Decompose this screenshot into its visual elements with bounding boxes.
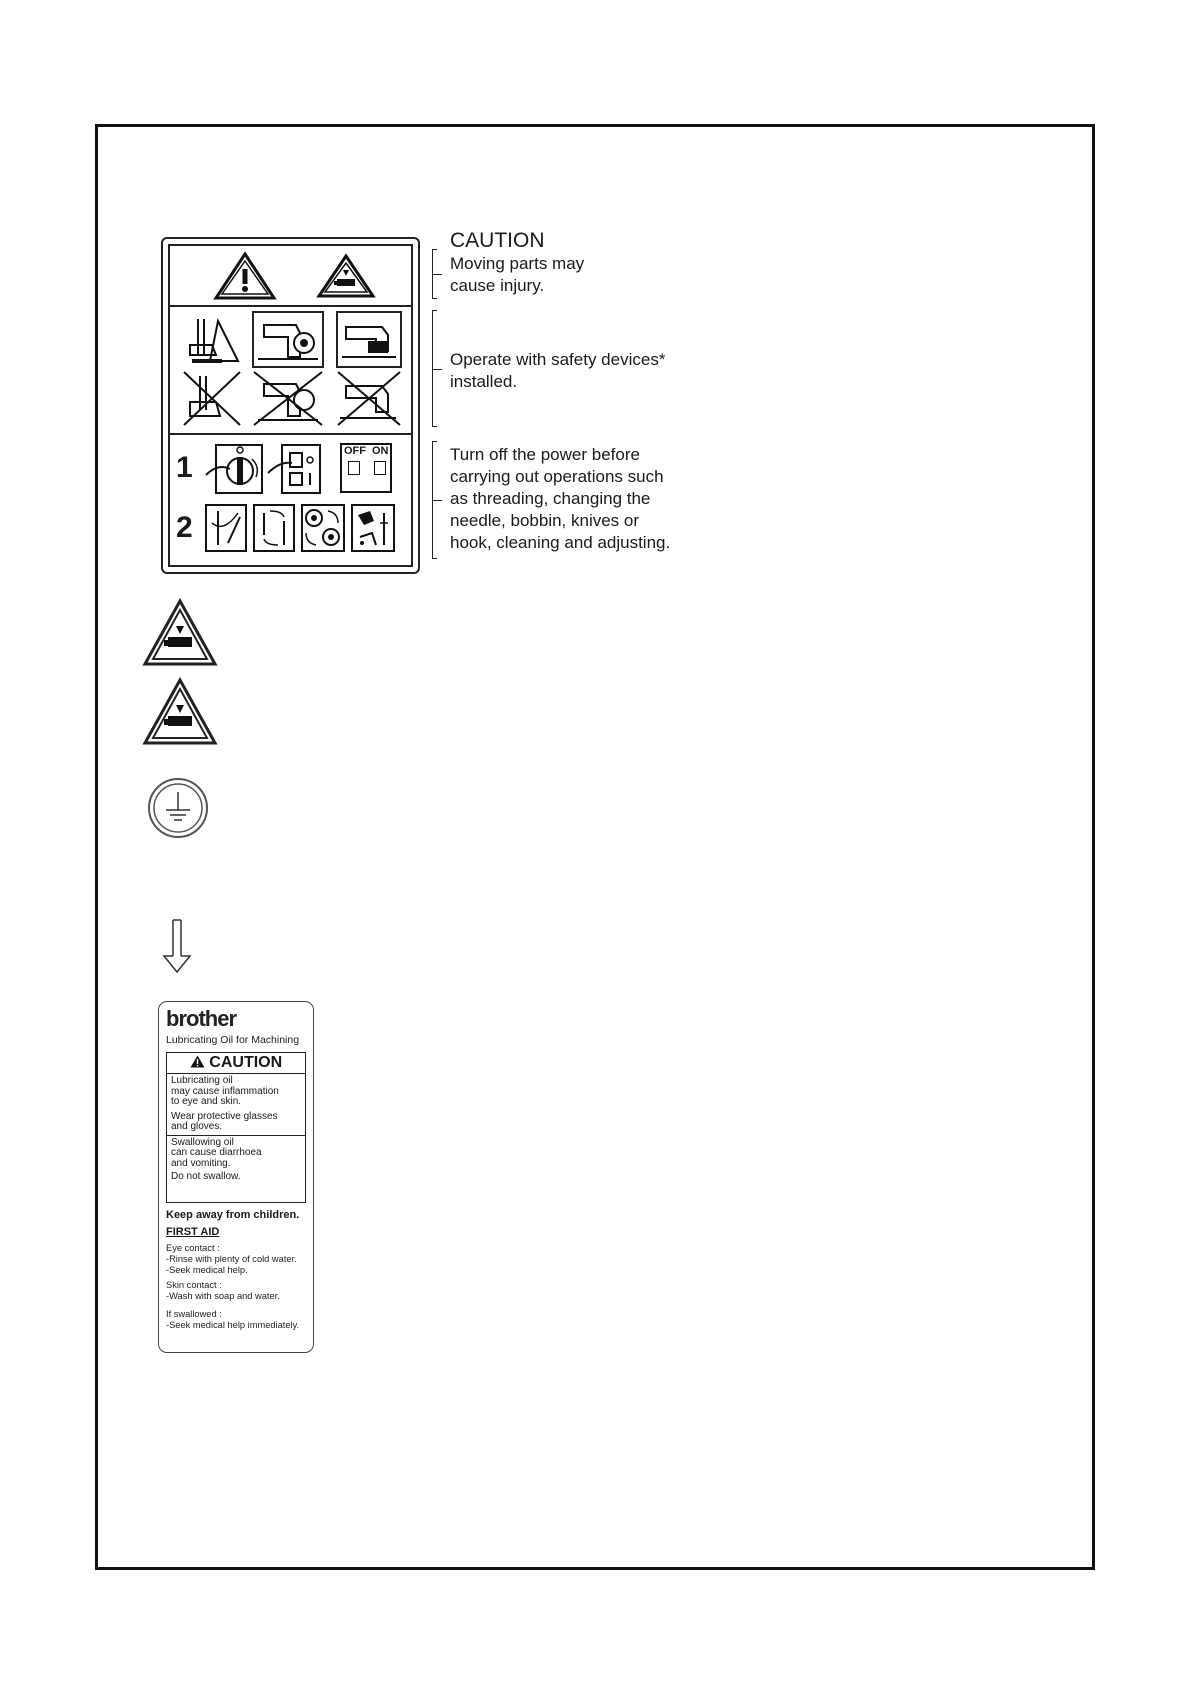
push-switch-icon: [266, 441, 324, 497]
caution-line-1: Moving parts may: [450, 254, 585, 273]
text-line: Wear protective glasses: [171, 1110, 278, 1122]
label-warning-row: [170, 246, 411, 307]
power-line-5: hook, cleaning and adjusting.: [450, 533, 671, 552]
step-number-2: 2: [176, 511, 193, 544]
text-line: Skin contact :: [166, 1280, 222, 1290]
power-line-3: as threading, changing the: [450, 489, 651, 508]
bobbin-change-icon: [300, 503, 346, 553]
oil-caution-box: [166, 1052, 306, 1203]
hand-hazard-triangle-icon: [142, 677, 218, 747]
caution-line-2: cause injury.: [450, 276, 545, 295]
belt-cover-prohibited-pictogram: [252, 370, 324, 427]
down-arrow-icon: [160, 918, 194, 976]
oil-warning-eye-skin: [167, 1074, 305, 1136]
machine-eye-guard-pictogram: [336, 311, 402, 368]
text-line: Lubricating oil: [171, 1075, 233, 1086]
text-line: -Seek medical help.: [166, 1265, 248, 1275]
safety-line-2: installed.: [450, 372, 518, 391]
caution-bracket: [432, 249, 437, 299]
text-line: -Wash with soap and water.: [166, 1291, 280, 1301]
text-line: If swallowed :: [166, 1309, 222, 1319]
text-line: -Seek medical help immediately.: [166, 1320, 300, 1330]
power-line-4: needle, bobbin, knives or: [450, 511, 640, 530]
first-aid-heading: FIRST AID: [166, 1226, 220, 1238]
swallowed-instructions: [166, 1309, 299, 1331]
oil-subtitle: Lubricating Oil for Machining: [166, 1034, 300, 1046]
threading-icon: [204, 503, 248, 553]
skin-contact-instructions: [166, 1280, 280, 1302]
text-line: can cause diarrhoea: [171, 1147, 262, 1158]
oil-caution-heading: [167, 1053, 305, 1074]
safety-line-1: Operate with safety devices*: [450, 350, 666, 369]
power-line-1: Turn off the power before: [450, 445, 640, 464]
step-number-1: 1: [176, 451, 193, 484]
oil-warning-swallowing: [167, 1136, 305, 1185]
text-line: -Rinse with plenty of cold water.: [166, 1254, 297, 1264]
text-line: and gloves.: [171, 1121, 223, 1132]
switch-off-text: OFF: [344, 445, 366, 457]
hand-hazard-triangle-icon: [142, 598, 218, 668]
switch-on-text: ON: [372, 445, 389, 457]
safety-caption: [450, 349, 665, 393]
needle-guard-prohibited-pictogram: [182, 370, 242, 427]
power-caption: [450, 444, 670, 554]
label-power-row: [170, 435, 411, 565]
label-safety-row: [170, 307, 411, 435]
eye-guard-prohibited-pictogram: [336, 370, 402, 427]
safety-bracket: [432, 310, 437, 427]
text-line: to eye and skin.: [171, 1096, 242, 1107]
warning-icon: [213, 251, 277, 301]
cleaning-oiling-icon: [350, 503, 396, 553]
rotary-switch-icon: [204, 441, 266, 497]
oil-caution-text: CAUTION: [209, 1054, 283, 1071]
caution-title: CAUTION: [450, 229, 545, 252]
text-line: Swallowing oil: [171, 1136, 234, 1148]
brand-logo: brother: [166, 1006, 236, 1031]
keep-away-text: Keep away from children.: [166, 1209, 300, 1221]
machine-belt-cover-pictogram: [252, 311, 324, 368]
caution-label: [161, 237, 420, 574]
text-line: may cause inflammation: [171, 1085, 279, 1097]
power-line-2: carrying out operations such: [450, 467, 664, 486]
text-line: and vomiting.: [171, 1157, 231, 1169]
caution-caption: [450, 229, 584, 297]
protective-earth-ground-icon: [146, 776, 210, 840]
needle-guard-ok-pictogram: [182, 311, 242, 368]
hand-crush-hazard-icon: [316, 253, 376, 299]
warning-icon: [190, 1055, 205, 1068]
off-on-switch-icon: [340, 443, 392, 493]
caution-label-inner: [168, 244, 413, 567]
power-bracket: [432, 441, 437, 559]
lubricating-oil-label: [158, 1001, 314, 1353]
needle-change-icon: [252, 503, 296, 553]
eye-contact-instructions: [166, 1243, 297, 1276]
text-line: Eye contact :: [166, 1243, 220, 1253]
text-line: Do not swallow.: [171, 1171, 241, 1182]
